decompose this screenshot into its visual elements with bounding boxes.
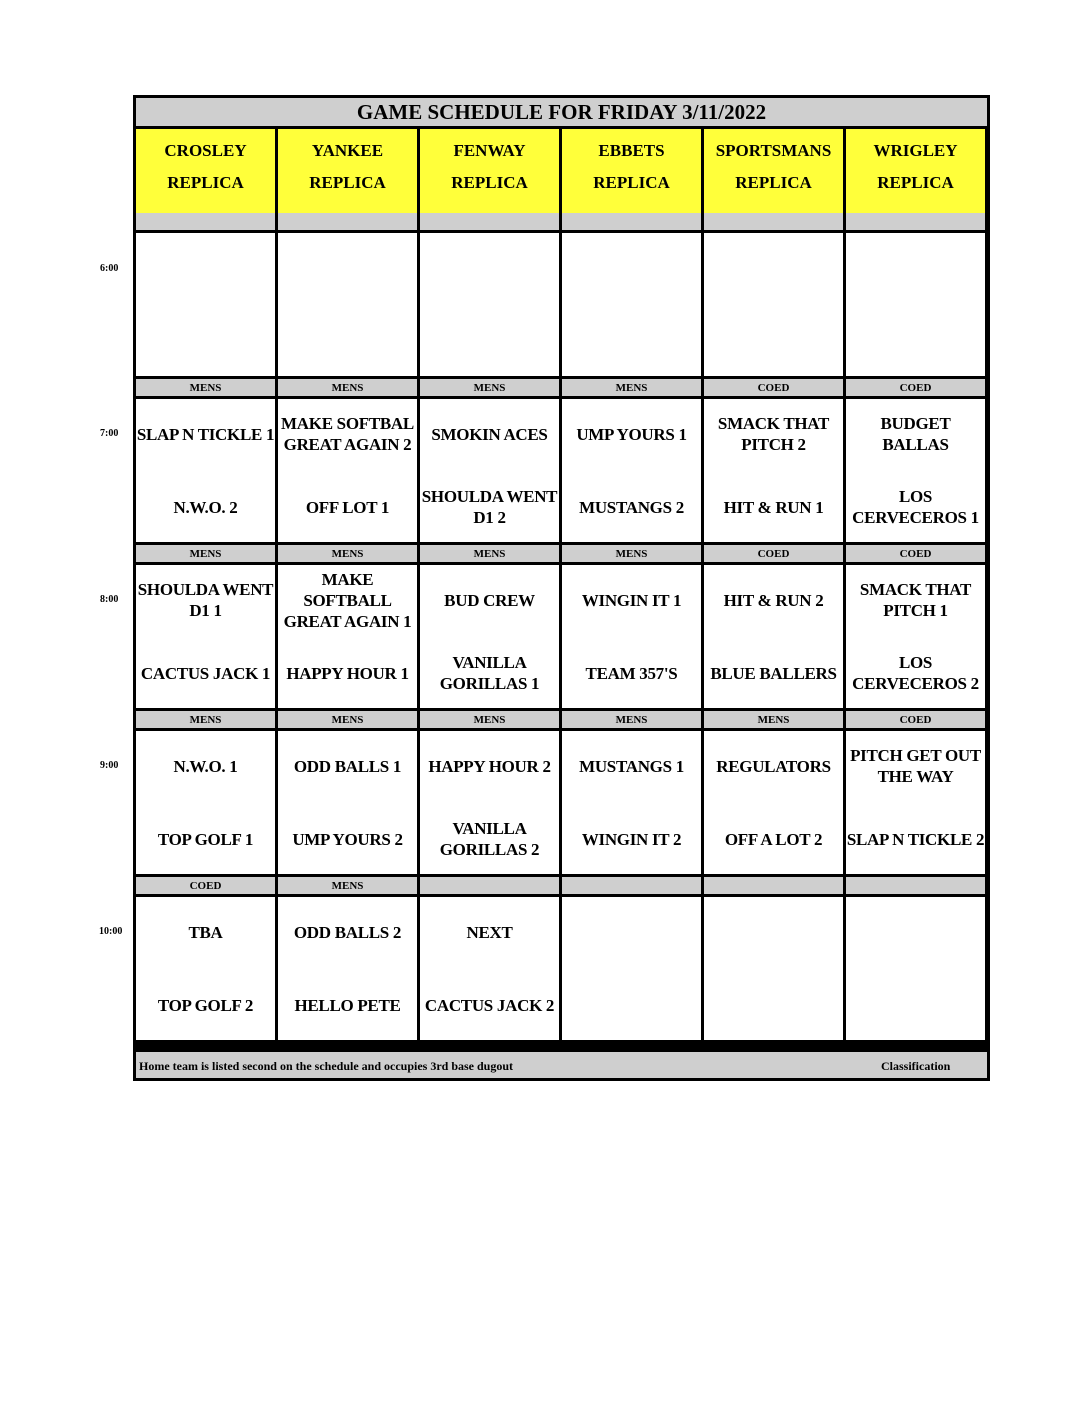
- game-cell: [136, 233, 275, 376]
- away-team: MAKE SOFTBALL GREAT AGAIN 1: [283, 569, 412, 631]
- time-slot-label: 8:00: [100, 594, 119, 605]
- game-cell: [420, 731, 559, 874]
- field-header: [278, 129, 417, 213]
- header-gray-band: [136, 213, 275, 230]
- home-team-note: Home team is listed second on the schedule and occupies 3rd base dugout: [139, 1059, 514, 1073]
- field-subtitle: REPLICA: [593, 173, 670, 192]
- field-header: [420, 129, 559, 213]
- away-team: N.W.O. 1: [173, 756, 238, 776]
- field-name: YANKEE: [311, 141, 384, 160]
- away-team: BUDGET BALLAS: [880, 414, 951, 454]
- home-team: LOS CERVECEROS 1: [852, 487, 979, 527]
- game-cell: [704, 897, 843, 1040]
- classification-label: MENS: [420, 379, 559, 396]
- away-team: BUD CREW: [444, 590, 535, 610]
- classification-label: MENS: [278, 877, 417, 894]
- field-header: [562, 129, 701, 213]
- footer-band: [136, 1052, 987, 1078]
- away-team: NEXT: [466, 922, 513, 942]
- home-team: [420, 306, 559, 376]
- classification-label: MENS: [420, 711, 559, 728]
- classification-label: [562, 877, 701, 894]
- home-team: HELLO PETE: [294, 995, 401, 1015]
- home-team: SLAP N TICKLE 2: [846, 829, 985, 849]
- home-team: TEAM 357'S: [585, 663, 678, 683]
- time-slot-label: 10:00: [99, 926, 123, 937]
- home-team: [846, 970, 985, 1040]
- field-subtitle: REPLICA: [877, 173, 954, 192]
- home-team: OFF LOT 1: [305, 497, 390, 517]
- home-team: VANILLA GORILLAS 1: [439, 653, 540, 693]
- game-cell: [704, 565, 843, 708]
- home-team: TOP GOLF 1: [157, 829, 254, 849]
- field-name: EBBETS: [598, 141, 665, 160]
- classification-label: [704, 877, 843, 894]
- game-cell: [278, 233, 417, 376]
- away-team: HAPPY HOUR 2: [428, 756, 551, 776]
- game-cell: [704, 399, 843, 542]
- game-cell: [562, 565, 701, 708]
- game-cell: [846, 731, 985, 874]
- classification-label: MENS: [136, 545, 275, 562]
- field-header: [136, 129, 275, 213]
- away-team: SMACK THAT PITCH 2: [717, 414, 830, 454]
- game-cell: [704, 731, 843, 874]
- classification-label: MENS: [562, 711, 701, 728]
- home-team: TOP GOLF 2: [157, 995, 254, 1015]
- away-team: [704, 233, 843, 303]
- header-gray-band: [278, 213, 417, 230]
- classification-label: COED: [704, 379, 843, 396]
- header-gray-band: [704, 213, 843, 230]
- game-cell: [278, 565, 417, 708]
- classification-label: COED: [136, 877, 275, 894]
- away-team: SMACK THAT PITCH 1: [859, 580, 972, 620]
- classification-label: COED: [846, 379, 985, 396]
- classification-label: MENS: [278, 379, 417, 396]
- game-cell: [846, 399, 985, 542]
- schedule-table: [133, 95, 990, 1081]
- away-team: ODD BALLS 2: [293, 922, 402, 942]
- home-team: [562, 970, 701, 1040]
- away-team: [846, 233, 985, 303]
- away-team: MAKE SOFTBAL GREAT AGAIN 2: [281, 414, 414, 454]
- away-team: [562, 897, 701, 967]
- field-header: [704, 129, 843, 213]
- game-cell: [136, 565, 275, 708]
- home-team: LOS CERVECEROS 2: [852, 653, 979, 693]
- away-team: ODD BALLS 1: [293, 756, 402, 776]
- game-cell: [562, 233, 701, 376]
- home-team: SHOULDA WENT D1 2: [421, 487, 558, 527]
- field-subtitle: REPLICA: [167, 173, 244, 192]
- home-team: [278, 306, 417, 376]
- home-team: MUSTANGS 2: [579, 497, 684, 517]
- classification-key: Classification: [881, 1059, 951, 1073]
- away-team: SLAP N TICKLE 1: [136, 424, 275, 444]
- away-team: [562, 233, 701, 303]
- game-cell: [846, 565, 985, 708]
- game-cell: [420, 565, 559, 708]
- game-cell: [420, 399, 559, 542]
- header-gray-band: [420, 213, 559, 230]
- away-team: MUSTANGS 1: [579, 756, 684, 776]
- away-team: SMOKIN ACES: [431, 424, 548, 444]
- field-subtitle: REPLICA: [309, 173, 386, 192]
- game-cell: [136, 399, 275, 542]
- game-cell: [136, 731, 275, 874]
- classification-label: MENS: [136, 711, 275, 728]
- game-cell: [136, 897, 275, 1040]
- away-team: [136, 233, 275, 303]
- game-cell: [562, 731, 701, 874]
- home-team: CACTUS JACK 1: [140, 663, 271, 683]
- home-team: CACTUS JACK 2: [424, 995, 555, 1015]
- home-team: BLUE BALLERS: [710, 663, 837, 683]
- game-cell: [278, 897, 417, 1040]
- classification-label: MENS: [562, 545, 701, 562]
- classification-label: [420, 877, 559, 894]
- field-name: FENWAY: [453, 141, 526, 160]
- game-cell: [420, 897, 559, 1040]
- away-team: SHOULDA WENT D1 1: [137, 580, 274, 620]
- home-team: N.W.O. 2: [173, 497, 238, 517]
- away-team: TBA: [188, 922, 223, 942]
- game-cell: [846, 233, 985, 376]
- game-cell: [420, 233, 559, 376]
- header-gray-band: [562, 213, 701, 230]
- game-cell: [704, 233, 843, 376]
- game-cell: [562, 399, 701, 542]
- classification-label: COED: [846, 711, 985, 728]
- field-subtitle: REPLICA: [735, 173, 812, 192]
- away-team: [846, 897, 985, 967]
- time-slot-label: 9:00: [100, 760, 119, 771]
- schedule-title: GAME SCHEDULE FOR FRIDAY 3/11/2022: [136, 98, 987, 126]
- away-team: UMP YOURS 1: [576, 424, 687, 444]
- game-cell: [278, 731, 417, 874]
- classification-label: MENS: [562, 379, 701, 396]
- field-header: [846, 129, 985, 213]
- home-team: [562, 306, 701, 376]
- home-team: HIT & RUN 1: [723, 497, 824, 517]
- home-team: WINGIN IT 2: [581, 829, 682, 849]
- home-team: [704, 306, 843, 376]
- home-team: UMP YOURS 2: [292, 829, 403, 849]
- classification-label: MENS: [704, 711, 843, 728]
- game-cell: [278, 399, 417, 542]
- home-team: [846, 306, 985, 376]
- away-team: WINGIN IT 1: [581, 590, 682, 610]
- time-slot-label: 7:00: [100, 428, 119, 439]
- field-name: CROSLEY: [164, 141, 247, 160]
- header-gray-band: [846, 213, 985, 230]
- home-team: [704, 970, 843, 1040]
- classification-label: MENS: [136, 379, 275, 396]
- field-name: WRIGLEY: [873, 141, 958, 160]
- game-cell: [562, 897, 701, 1040]
- away-team: [420, 233, 559, 303]
- away-team: PITCH GET OUT THE WAY: [850, 746, 981, 786]
- field-subtitle: REPLICA: [451, 173, 528, 192]
- field-name: SPORTSMANS: [715, 141, 832, 160]
- classification-label: COED: [846, 545, 985, 562]
- away-team: HIT & RUN 2: [723, 590, 824, 610]
- home-team: VANILLA GORILLAS 2: [439, 819, 540, 859]
- away-team: REGULATORS: [716, 756, 831, 776]
- time-slot-label: 6:00: [100, 263, 119, 274]
- classification-label: MENS: [420, 545, 559, 562]
- away-team: [704, 897, 843, 967]
- classification-label: COED: [704, 545, 843, 562]
- classification-label: MENS: [278, 711, 417, 728]
- home-team: OFF A LOT 2: [724, 829, 823, 849]
- home-team: HAPPY HOUR 1: [286, 663, 409, 683]
- classification-label: MENS: [278, 545, 417, 562]
- away-team: [278, 233, 417, 303]
- home-team: [136, 306, 275, 376]
- classification-label: [846, 877, 985, 894]
- game-cell: [846, 897, 985, 1040]
